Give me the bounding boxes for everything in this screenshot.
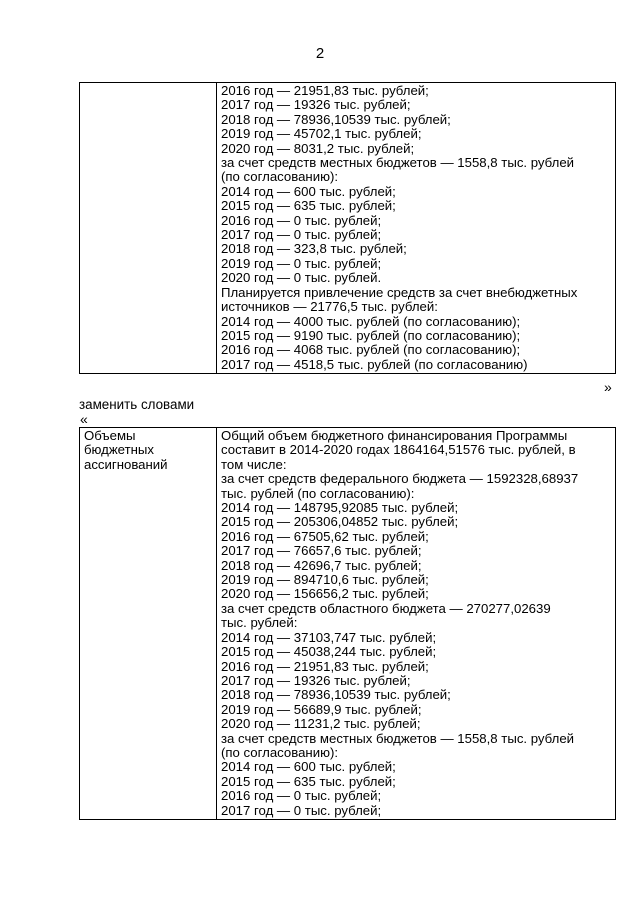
replace-phrase: заменить словами bbox=[79, 397, 195, 412]
text-line: тыс. рублей: bbox=[221, 615, 298, 631]
opening-quote: « bbox=[80, 411, 88, 427]
text-line: Объемы bbox=[84, 428, 136, 443]
table-cell-content bbox=[217, 83, 616, 374]
text-line: 2015 год — 45038,244 тыс. рублей; bbox=[221, 644, 437, 660]
text-line: 2018 год — 78936,10539 тыс. рублей; bbox=[221, 687, 451, 703]
text-line: 2020 год — 11231,2 тыс. рублей; bbox=[221, 716, 421, 732]
text-line: 2016 год — 67505,62 тыс. рублей; bbox=[221, 528, 429, 544]
table-row bbox=[80, 83, 616, 374]
text-line: 2014 год — 600 тыс. рублей; bbox=[221, 183, 396, 199]
text-line: 2015 год — 635 тыс. рублей; bbox=[221, 773, 396, 789]
text-line: 2017 год — 0 тыс. рублей; bbox=[221, 802, 382, 818]
text-line: 2017 год — 76657,6 тыс. рублей; bbox=[221, 543, 422, 559]
funding-table-new bbox=[79, 427, 616, 820]
text-line: 2020 год — 0 тыс. рублей. bbox=[221, 270, 382, 286]
text-line: 2019 год — 56689,9 тыс. рублей; bbox=[221, 701, 422, 717]
text-line: 2014 год — 600 тыс. рублей; bbox=[221, 759, 396, 775]
text-line: 2015 год — 9190 тыс. рублей (по согласованию); bbox=[221, 327, 521, 343]
text-line: том числе: bbox=[221, 456, 287, 472]
text-line: 2016 год — 4068 тыс. рублей (по согласованию); bbox=[221, 342, 521, 358]
text-line: 2016 год — 21951,83 тыс. рублей; bbox=[221, 658, 429, 674]
text-line: 2019 год — 0 тыс. рублей; bbox=[221, 255, 382, 271]
text-line: за счет средств федерального бюджета — 1592328,68937 bbox=[221, 471, 579, 487]
text-line: 2018 год — 78936,10539 тыс. рублей; bbox=[221, 111, 451, 127]
text-line: Планируется привлечение средств за счет внебюджетных bbox=[221, 284, 578, 300]
funding-table-old bbox=[79, 82, 616, 374]
text-line: 2015 год — 205306,04852 тыс. рублей; bbox=[221, 514, 459, 530]
text-line: 2017 год — 0 тыс. рублей; bbox=[221, 227, 382, 243]
text-line: 2018 год — 42696,7 тыс. рублей; bbox=[221, 557, 422, 573]
text-line: составит в 2014-2020 годах 1864164,51576 тыс. рублей, в bbox=[221, 442, 576, 458]
table-row bbox=[80, 428, 616, 820]
text-line: (по согласованию): bbox=[221, 744, 339, 760]
text-line: за счет средств местных бюджетов — 1558,8 тыс. рублей bbox=[221, 730, 575, 746]
text-line: 2020 год — 8031,2 тыс. рублей; bbox=[221, 140, 415, 156]
text-line: 2018 год — 323,8 тыс. рублей; bbox=[221, 241, 407, 257]
text-line: 2016 год — 0 тыс. рублей; bbox=[221, 788, 382, 804]
text-line: за счет средств местных бюджетов — 1558,8 тыс. рублей bbox=[221, 155, 575, 171]
closing-quote: » bbox=[604, 379, 612, 395]
text-line: ассигнований bbox=[84, 456, 168, 472]
text-line: бюджетных bbox=[84, 442, 154, 458]
text-line: 2019 год — 45702,1 тыс. рублей; bbox=[221, 126, 422, 142]
text-line: Общий объем бюджетного финансирования Программы bbox=[221, 428, 568, 443]
text-line: 2019 год — 894710,6 тыс. рублей; bbox=[221, 572, 429, 588]
text-line: за счет средств областного бюджета — 270277,02639 bbox=[221, 600, 551, 616]
text-line: 2017 год — 19326 тыс. рублей; bbox=[221, 97, 411, 113]
table-cell-label bbox=[80, 428, 217, 820]
text-line: 2017 год — 4518,5 тыс. рублей (по согласованию) bbox=[221, 356, 528, 372]
text-line: 2017 год — 19326 тыс. рублей; bbox=[221, 672, 411, 688]
text-line: 2014 год — 37103,747 тыс. рублей; bbox=[221, 629, 437, 645]
text-line: 2014 год — 148795,92085 тыс. рублей; bbox=[221, 500, 459, 516]
text-line: 2016 год — 0 тыс. рублей; bbox=[221, 212, 382, 228]
text-line: 2020 год — 156656,2 тыс. рублей; bbox=[221, 586, 429, 602]
text-line: 2014 год — 4000 тыс. рублей (по согласованию); bbox=[221, 313, 521, 329]
text-line: 2015 год — 635 тыс. рублей; bbox=[221, 198, 396, 214]
table-cell-content bbox=[217, 428, 616, 820]
text-line: (по согласованию): bbox=[221, 169, 339, 185]
page-number: 2 bbox=[315, 45, 325, 62]
table-cell-label bbox=[80, 83, 217, 374]
text-line: тыс. рублей (по согласованию): bbox=[221, 485, 415, 501]
text-line: 2016 год — 21951,83 тыс. рублей; bbox=[221, 83, 429, 98]
text-line: источников — 21776,5 тыс. рублей: bbox=[221, 299, 438, 315]
